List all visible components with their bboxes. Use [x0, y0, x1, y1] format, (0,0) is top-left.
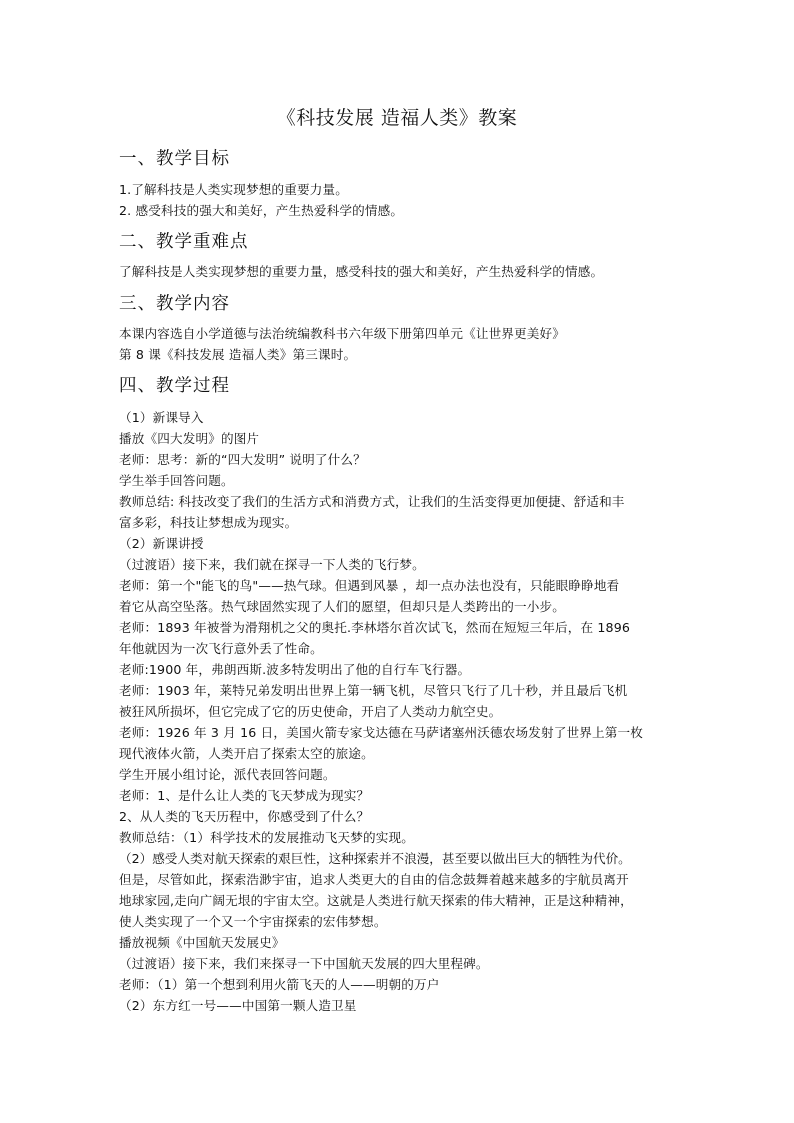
text-line: 老师：1893 年被誉为滑翔机之父的奥托.李林塔尔首次试飞，然而在短短三年后，在 1896: [119, 620, 631, 635]
text-line: 了解科技是人类实现梦想的重要力量，感受科技的强大和美好，产生热爱科学的情感。: [119, 264, 604, 279]
text-line: （2）感受人类对航天探索的艰巨性，这种探索并不浪漫，甚至要以做出巨大的牺牲为代价。: [119, 851, 631, 866]
text-line: 老师:1900 年，弗朗西斯.波多特发明出了他的自行车飞行器。: [119, 662, 471, 677]
text-line: （2）新课讲授: [119, 536, 204, 551]
text-line: 老师：（1）第一个想到利用火箭飞天的人——明朝的万户: [119, 977, 440, 992]
text-line: 但是，尽管如此，探索浩渺宇宙，追求人类更大的自由的信念鼓舞着越来越多的宇航员离开: [119, 872, 629, 887]
text-line: 老师：1903 年，莱特兄弟发明出世界上第一辆飞机，尽管只飞行了几十秒，并且最后飞机: [119, 683, 628, 698]
text-line: 2、从人类的飞天历程中，你感受到了什么？: [119, 809, 370, 824]
text-line: 老师：1、是什么让人类的飞天梦成为现实？: [119, 788, 370, 803]
text-line: 年他就因为一次飞行意外丢了性命。: [119, 641, 323, 656]
text-line: 播放视频《中国航天发展史》: [119, 935, 285, 950]
text-line: （过渡语）接下来，我们来探寻一下中国航天发展的四大里程碑。: [119, 956, 489, 971]
text-line: 使人类实现了一个又一个宇宙探索的宏伟梦想。: [119, 914, 387, 929]
text-line: 1.了解科技是人类实现梦想的重要力量。: [119, 182, 348, 197]
section-heading-key-points: 二、教学重难点: [119, 232, 249, 252]
section-heading-content: 三、教学内容: [119, 294, 230, 314]
text-line: 学生开展小组讨论，派代表回答问题。: [119, 767, 336, 782]
text-line: 地球家园,走向广阔无垠的宇宙太空。这就是人类进行航天探索的伟大精神，正是这种精神，: [119, 893, 633, 908]
text-line: 教师总结：（1）科学技术的发展推动飞天梦的实现。: [119, 830, 414, 845]
text-line: 播放《四大发明》的图片: [119, 431, 260, 446]
text-line: 老师：第一个"能飞的鸟"——热气球。但遇到风暴 ，却一点办法也没有，只能眼睁睁地看: [119, 578, 620, 593]
text-line: 着它从高空坠落。热气球固然实现了人们的愿望，但却只是人类跨出的一小步。: [119, 599, 566, 614]
section-heading-process: 四、教学过程: [119, 376, 230, 396]
text-line: 教师总结: 科技改变了我们的生活方式和消费方式，让我们的生活变得更加便捷、舒适和丰: [119, 494, 625, 509]
text-line: 2. 感受科技的强大和美好，产生热爱科学的情感。: [119, 203, 404, 218]
text-line: 本课内容选自小学道德与法治统编教科书六年级下册第四单元《让世界更美好》: [119, 326, 566, 341]
text-line: （过渡语）接下来，我们就在探寻一下人类的飞行梦。: [119, 557, 425, 572]
text-line: （2）东方红一号——中国第一颗人造卫星: [119, 998, 357, 1013]
text-line: 老师：1926 年 3 月 16 日，美国火箭专家戈达德在马萨诸塞州沃德农场发射了世界上第一枚: [119, 725, 643, 740]
text-line: （1）新课导入: [119, 410, 204, 425]
document-title: 《科技发展 造福人类》教案: [276, 107, 518, 129]
text-line: 学生举手回答问题。: [119, 473, 234, 488]
text-line: 现代液体火箭，人类开启了探索太空的旅途。: [119, 746, 374, 761]
text-line: 被狂风所损坏，但它完成了它的历史使命，开启了人类动力航空史。: [119, 704, 502, 719]
text-line: 第 8 课《科技发展 造福人类》第三课时。: [119, 347, 357, 362]
section-heading-goals: 一、教学目标: [119, 149, 230, 169]
text-line: 老师：思考：新的“四大发明” 说明了什么？: [119, 452, 366, 467]
text-line: 富多彩，科技让梦想成为现实。: [119, 515, 298, 530]
